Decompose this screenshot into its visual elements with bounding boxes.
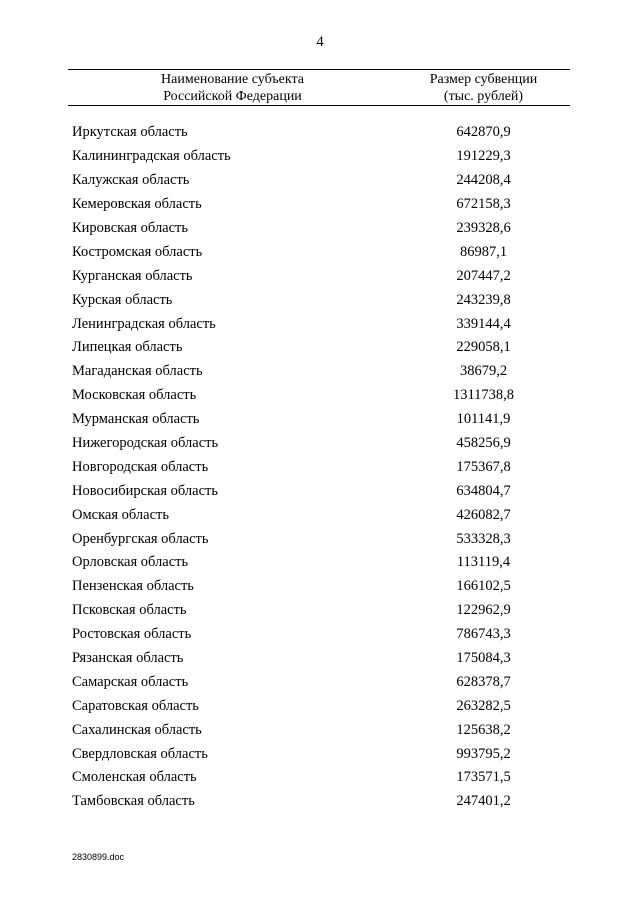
region-name: Оренбургская область (72, 530, 209, 547)
header-amount-line1: Размер субвенции (429, 71, 538, 87)
table-row (68, 408, 570, 432)
header-amount-line2: (тыс. рублей) (443, 88, 524, 104)
region-name: Магаданская область (72, 363, 203, 380)
subvention-value: 533328,3 (456, 530, 511, 547)
table-row (68, 360, 570, 384)
subvention-table (68, 69, 570, 814)
region-name: Орловская область (72, 554, 189, 571)
region-name: Псковская область (72, 602, 187, 619)
region-name: Пензенская область (72, 578, 194, 595)
subvention-value: 426082,7 (456, 506, 511, 523)
subvention-value: 38679,2 (459, 363, 508, 380)
region-name: Смоленская область (72, 769, 197, 786)
subvention-value: 247401,2 (456, 793, 511, 810)
header-subject-line2: Российской Федерации (163, 88, 302, 104)
table-row (68, 217, 570, 241)
region-name: Московская область (72, 387, 197, 404)
table-row (68, 647, 570, 671)
subvention-value: 243239,8 (456, 291, 511, 308)
table-row (68, 694, 570, 718)
subvention-value: 1311738,8 (452, 387, 515, 404)
region-name: Ростовская область (72, 626, 192, 643)
subvention-value: 229058,1 (456, 339, 511, 356)
subvention-value: 173571,5 (456, 769, 511, 786)
subvention-value: 239328,6 (456, 220, 511, 236)
header-subject-name (68, 71, 397, 105)
header-subvention-amount (397, 71, 570, 105)
table-row (68, 455, 570, 479)
subvention-value: 101141,9 (456, 411, 511, 428)
region-name: Кировская область (72, 220, 189, 236)
region-name: Новгородская область (72, 458, 209, 475)
table-row (68, 145, 570, 169)
header-subject-line1: Наименование субъекта (161, 71, 304, 87)
region-name: Калининградская область (72, 148, 231, 165)
subvention-value: 122962,9 (456, 602, 511, 619)
region-name: Костромская область (72, 243, 203, 260)
region-name: Рязанская область (72, 650, 184, 667)
region-name: Новосибирская область (72, 482, 218, 499)
region-name: Мурманская область (72, 411, 200, 428)
subvention-value: 458256,9 (456, 435, 511, 452)
table-row (68, 527, 570, 551)
region-name: Ленинградская область (72, 315, 216, 332)
subvention-value: 993795,2 (456, 745, 511, 762)
footer-doc-name: 2830899.doc (72, 852, 125, 862)
subvention-value: 175367,8 (456, 458, 511, 475)
region-name: Саратовская область (72, 697, 199, 714)
subvention-value: 672158,3 (456, 196, 511, 213)
subvention-value: 244208,4 (456, 172, 511, 189)
table-row (68, 479, 570, 503)
page-number: 4 (316, 34, 324, 50)
subvention-value: 166102,5 (456, 578, 511, 595)
table-row (68, 384, 570, 408)
subvention-value: 207447,2 (456, 267, 511, 284)
subvention-value: 175084,3 (456, 650, 511, 667)
region-name: Курганская область (72, 267, 193, 284)
region-name: Кемеровская область (72, 196, 202, 213)
region-name: Сахалинская область (72, 721, 202, 738)
subvention-value: 263282,5 (456, 697, 511, 714)
region-name: Липецкая область (72, 339, 183, 356)
subvention-value: 86987,1 (459, 243, 508, 260)
table-row (68, 718, 570, 742)
region-name: Курская область (72, 291, 173, 308)
table-row (68, 551, 570, 575)
table-row (68, 193, 570, 217)
region-name: Тамбовская область (72, 793, 195, 810)
subvention-value: 786743,3 (456, 626, 511, 643)
subvention-value: 339144,4 (456, 315, 511, 332)
table-row (68, 623, 570, 647)
table-header (68, 70, 570, 105)
table-row (68, 121, 570, 145)
table-row (68, 742, 570, 766)
header-bottom-rule (68, 105, 570, 106)
subvention-value: 628378,7 (456, 673, 511, 690)
table-row (68, 766, 570, 790)
table-row (68, 169, 570, 193)
table-body (68, 121, 570, 814)
region-name: Омская область (72, 506, 169, 523)
subvention-value: 642870,9 (456, 124, 511, 141)
table-row (68, 288, 570, 312)
subvention-value: 634804,7 (456, 482, 511, 499)
table-row (68, 336, 570, 360)
subvention-value: 125638,2 (456, 721, 511, 738)
subvention-value: 191229,3 (456, 148, 511, 165)
table-row (68, 432, 570, 456)
region-name: Свердловская область (72, 745, 208, 762)
table-row (68, 264, 570, 288)
region-name: Калужская область (72, 172, 190, 189)
table-row (68, 312, 570, 336)
region-name: Нижегородская область (72, 435, 219, 452)
table-row (68, 790, 570, 814)
table-row (68, 503, 570, 527)
region-name: Самарская область (72, 673, 189, 690)
region-name: Иркутская область (72, 124, 188, 141)
table-row (68, 575, 570, 599)
table-row (68, 670, 570, 694)
table-row (68, 240, 570, 264)
table-row (68, 599, 570, 623)
subvention-value: 113119,4 (456, 554, 511, 571)
